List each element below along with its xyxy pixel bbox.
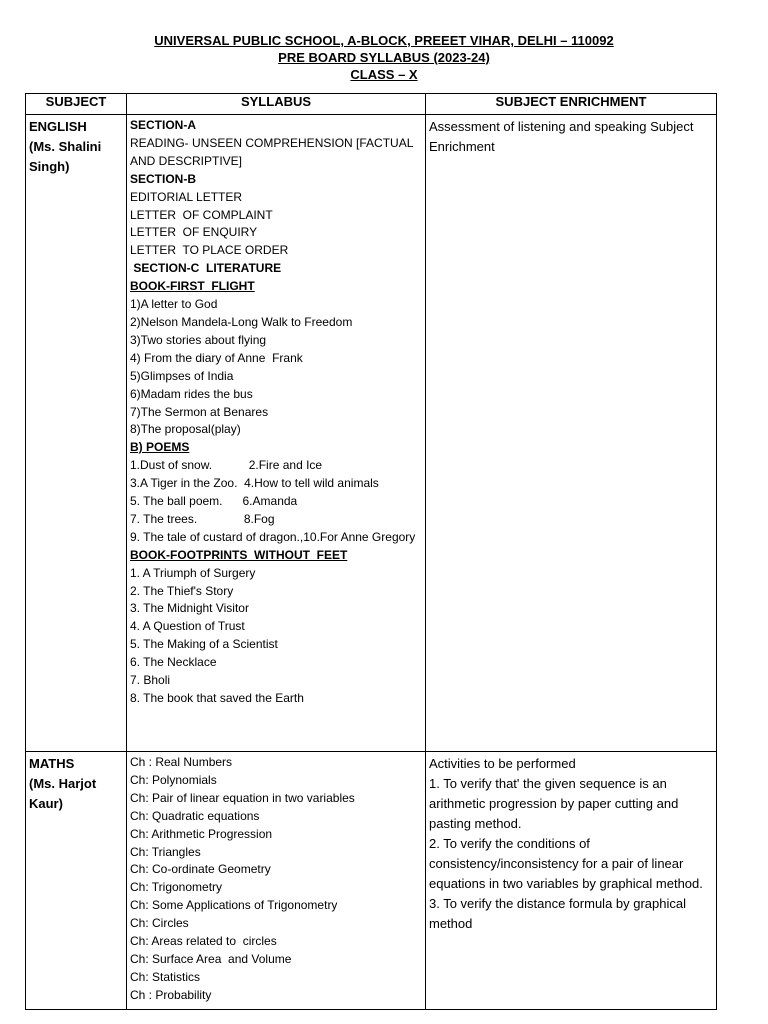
syllabus-line: LETTER OF ENQUIRY [130,225,258,240]
enrichment-line: Activities to be performed [429,756,576,771]
syllabus-line: Ch : Real Numbers [130,755,233,769]
syllabus-line: 4) From the diary of Anne Frank [130,350,303,365]
enrichment-line: 3. To verify the distance formula by graphical method [429,896,687,931]
enrichment-cell [426,752,717,1010]
syllabus-line: 3. The Midnight Visitor [130,601,249,616]
syllabus-line: 5. The Making of a Scientist [130,637,278,652]
column-header-syllabus: SYLLABUS [127,94,426,115]
syllabus-line: 7. The trees. 8.Fog [130,511,275,526]
syllabus-line: Ch: Triangles [130,844,201,859]
syllabus-line: 1.Dust of snow. 2.Fire and Ice [130,458,323,473]
subject-line: Singh) [29,159,70,174]
enrichment-line: 1. To verify that' the given sequence is an arithmetic progression by paper cutting and pasting method. [429,776,679,831]
syllabus-line: Ch: Quadratic equations [130,808,260,823]
column-header-subject: SUBJECT [26,94,127,115]
syllabus-line: 2. The Thief's Story [130,583,234,598]
syllabus-line: Ch : Probability [130,987,212,1002]
syllabus-line: Ch: Statistics [130,969,201,984]
subject-cell [26,752,127,1010]
enrichment-line: 2. To verify the conditions of consistency/inconsistency for a pair of linear equations in two variables by graphical method. [429,836,703,891]
syllabus-line: Ch: Circles [130,916,189,931]
syllabus-line: SECTION-A [130,118,196,132]
enrichment-cell [426,115,717,752]
syllabus-cell [127,115,426,752]
table-row [26,115,717,752]
subject-cell [26,115,127,752]
syllabus-line: 7)The Sermon at Benares [130,404,269,419]
syllabus-line: 9. The tale of custard of dragon.,10.For Anne Gregory [130,529,416,544]
syllabus-line: SECTION-B [130,171,196,186]
syllabus-table [25,93,717,1010]
syllabus-line: Ch: Polynomials [130,772,217,787]
syllabus-line: EDITORIAL LETTER [130,189,243,204]
syllabus-line: SECTION-C LITERATURE [130,261,282,276]
syllabus-title: PRE BOARD SYLLABUS (2023-24) [278,50,490,65]
table-header-row [26,94,717,115]
enrichment-line: Assessment of listening and speaking Subject Enrichment [429,119,694,154]
syllabus-line: Ch: Trigonometry [130,880,223,895]
subject-line: MATHS [29,756,75,771]
subject-line: (Ms. Shalini [29,139,102,154]
document-header [0,0,768,83]
syllabus-line: Ch: Areas related to circles [130,934,277,949]
subject-line: Kaur) [29,796,63,811]
syllabus-line: 2)Nelson Mandela-Long Walk to Freedom [130,314,353,329]
column-header-enrichment: SUBJECT ENRICHMENT [426,94,717,115]
syllabus-line: LETTER TO PLACE ORDER [130,243,289,258]
syllabus-line: READING- UNSEEN COMPREHENSION [FACTUAL AND DESCRIPTIVE] [130,135,413,168]
syllabus-line: BOOK-FIRST FLIGHT [130,279,255,294]
syllabus-line: Ch: Surface Area and Volume [130,951,292,966]
syllabus-line: Ch: Some Applications of Trigonometry [130,898,338,913]
syllabus-line: 6)Madam rides the bus [130,386,253,401]
subject-line: (Ms. Harjot [29,776,97,791]
syllabus-cell [127,752,426,1010]
syllabus-line: 8)The proposal(play) [130,422,241,437]
class-title: CLASS – X [350,67,418,82]
syllabus-line: 1)A letter to God [130,297,218,312]
syllabus-line: 7. Bholi [130,673,171,688]
syllabus-line: Ch: Pair of linear equation in two variables [130,790,355,805]
school-name: UNIVERSAL PUBLIC SCHOOL, A-BLOCK, PREEET VIHAR, DELHI – 110092 [154,33,614,48]
syllabus-line: BOOK-FOOTPRINTS WITHOUT FEET [130,547,348,562]
syllabus-line: Ch: Arithmetic Progression [130,826,273,841]
syllabus-line: LETTER OF COMPLAINT [130,207,273,222]
syllabus-line: 5. The ball poem. 6.Amanda [130,494,298,509]
syllabus-line: 4. A Question of Trust [130,619,245,634]
syllabus-line: 8. The book that saved the Earth [130,691,304,705]
subject-line: ENGLISH [29,119,87,134]
syllabus-line: 6. The Necklace [130,655,217,670]
syllabus-line: Ch: Co-ordinate Geometry [130,862,271,877]
syllabus-line: 5)Glimpses of India [130,368,234,383]
syllabus-line: B) POEMS [130,440,190,455]
syllabus-line: 3)Two stories about flying [130,332,267,347]
syllabus-line: 3.A Tiger in the Zoo. 4.How to tell wild animals [130,476,379,491]
table-row [26,752,717,1010]
syllabus-line: 1. A Triumph of Surgery [130,565,256,580]
